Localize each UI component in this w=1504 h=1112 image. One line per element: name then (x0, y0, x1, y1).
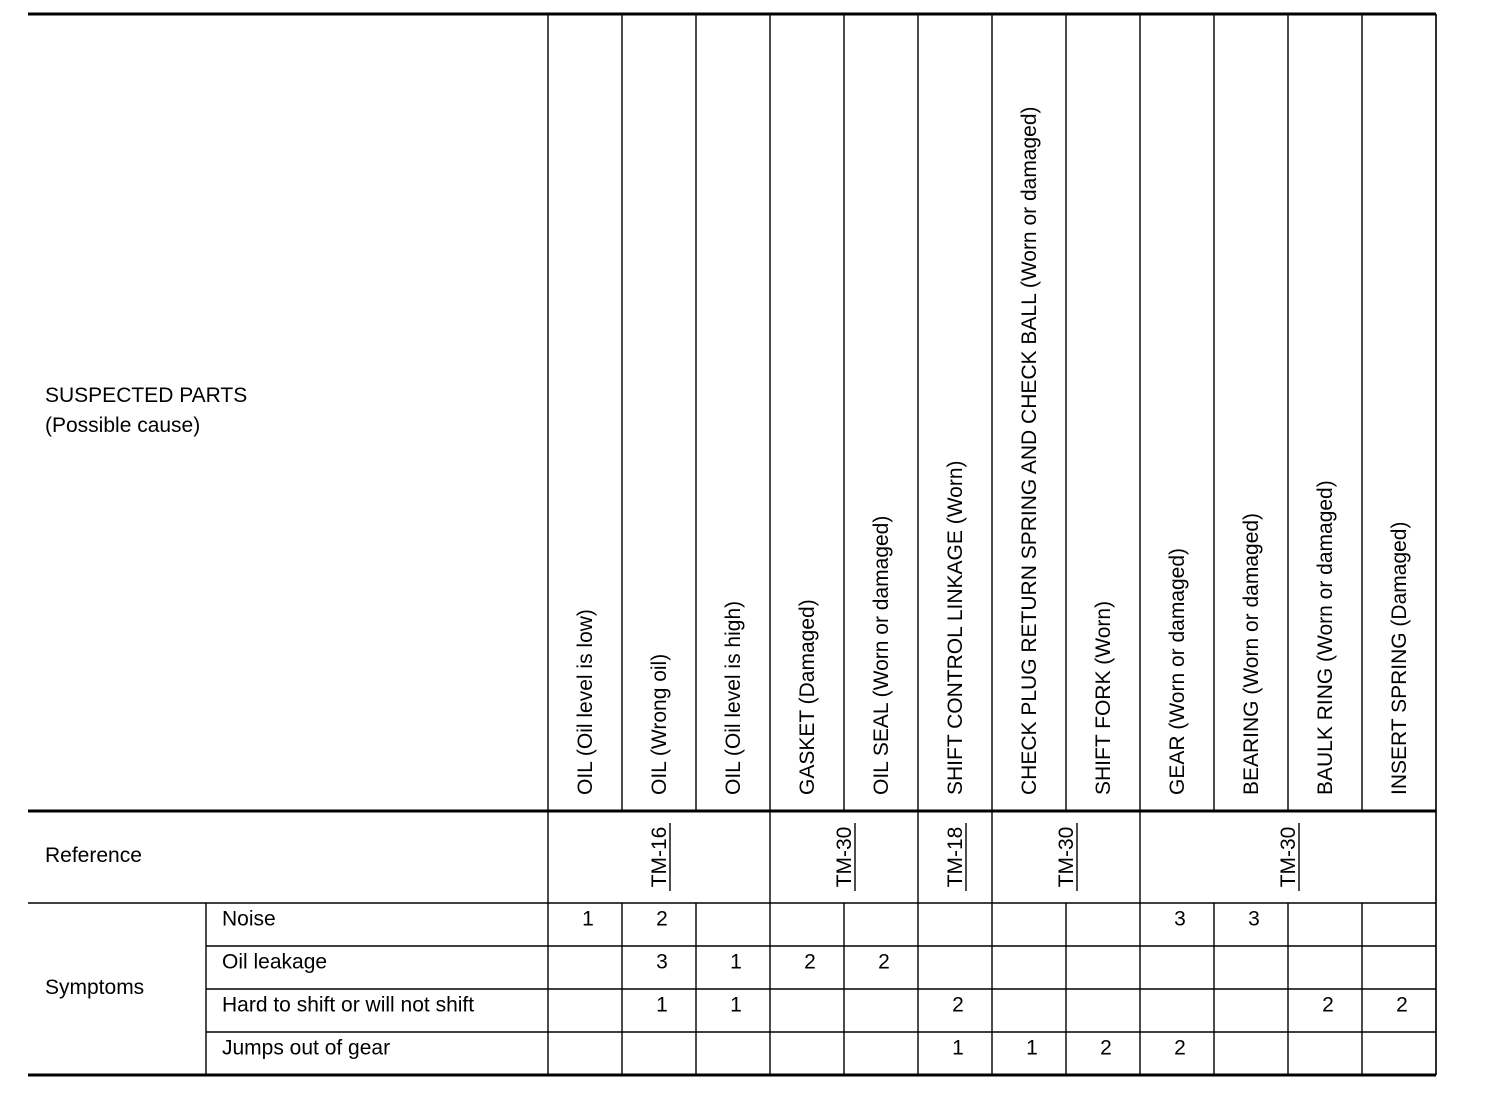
reference-group (833, 823, 856, 891)
priority-cell: 1 (730, 950, 742, 974)
priority-cell: 2 (1322, 993, 1334, 1017)
column-header: BEARING (Worn or damaged) (1240, 512, 1263, 795)
suspected-parts-title: SUSPECTED PARTS (45, 384, 248, 407)
reference-group (648, 823, 671, 891)
reference-link[interactable]: TM-18 (944, 826, 967, 888)
priority-cell: 1 (582, 907, 594, 931)
priority-cell: 2 (1100, 1036, 1112, 1060)
column-header: OIL (Oil level is high) (722, 600, 745, 795)
priority-cell: 1 (1026, 1036, 1038, 1060)
symptom-row-label: Jumps out of gear (222, 1036, 391, 1060)
priority-cell: 1 (730, 993, 742, 1017)
reference-link[interactable]: TM-30 (1277, 826, 1300, 888)
priority-cell: 2 (656, 907, 668, 931)
priority-cell: 2 (878, 950, 890, 974)
symptom-cells (582, 908, 1408, 1060)
priority-cell: 3 (656, 950, 668, 974)
column-header: GEAR (Worn or damaged) (1166, 547, 1189, 795)
reference-link[interactable]: TM-16 (648, 826, 671, 888)
priority-cell: 3 (1248, 907, 1260, 931)
priority-cell: 2 (1396, 993, 1408, 1017)
priority-cell: 2 (952, 993, 964, 1017)
column-header: CHECK PLUG RETURN SPRING AND CHECK BALL (Worn or damaged) (1018, 106, 1041, 795)
column-header: OIL (Oil level is low) (574, 609, 597, 795)
symptom-row-labels (222, 908, 474, 1060)
priority-cell: 1 (656, 993, 668, 1017)
column-header: BAULK RING (Worn or damaged) (1314, 480, 1337, 795)
suspected-parts-subtitle: (Possible cause) (45, 414, 201, 437)
reference-groups (648, 823, 1300, 891)
symptom-row-label: Noise (222, 907, 276, 931)
priority-cell: 1 (952, 1036, 964, 1060)
symptoms-label: Symptoms (45, 976, 145, 999)
priority-cell: 3 (1174, 907, 1186, 931)
column-header: OIL SEAL (Worn or damaged) (870, 515, 893, 795)
priority-cell: 2 (1174, 1036, 1186, 1060)
priority-cell: 2 (804, 950, 816, 974)
symptom-row-label: Hard to shift or will not shift (222, 993, 475, 1017)
reference-label: Reference (45, 844, 142, 867)
reference-link[interactable]: TM-30 (1055, 826, 1078, 888)
symptom-row-label: Oil leakage (222, 950, 328, 974)
reference-group (1277, 823, 1300, 891)
column-header: INSERT SPRING (Damaged) (1388, 521, 1411, 795)
reference-link[interactable]: TM-30 (833, 826, 856, 888)
column-header: SHIFT FORK (Worn) (1092, 600, 1115, 795)
reference-group (1055, 823, 1078, 891)
column-header: GASKET (Damaged) (796, 599, 819, 795)
column-header: SHIFT CONTROL LINKAGE (Worn) (944, 460, 967, 795)
reference-group (944, 823, 967, 891)
column-header: OIL (Wrong oil) (648, 653, 671, 795)
